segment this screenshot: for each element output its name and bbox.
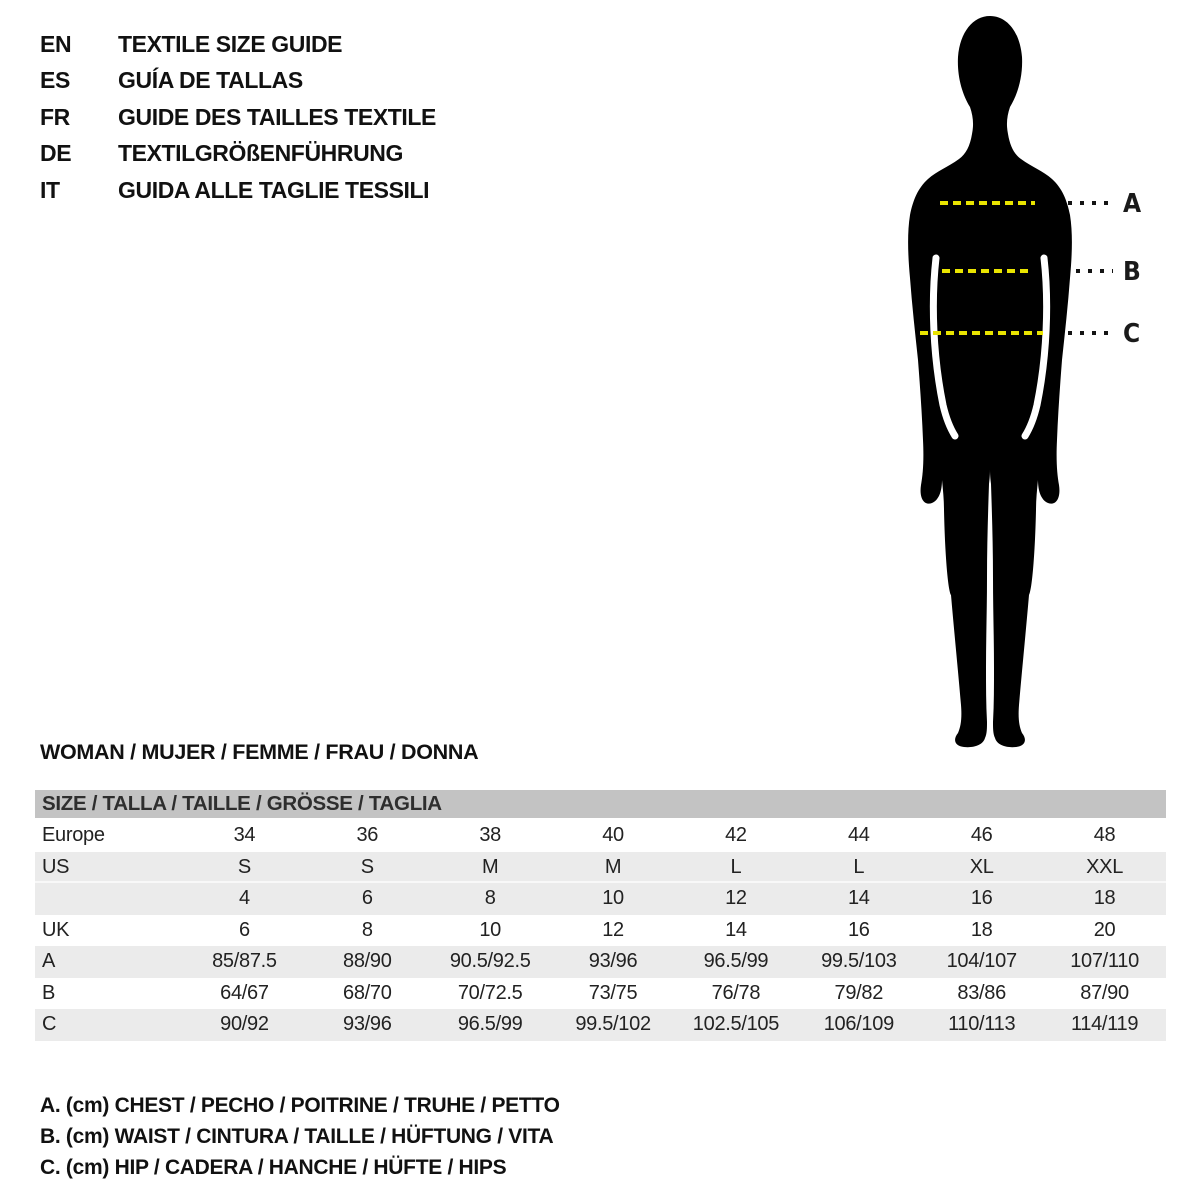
table-row (35, 883, 1166, 915)
table-row (35, 852, 1166, 884)
table-cell: 83/86 (957, 981, 1006, 1004)
table-cell: 12 (725, 887, 747, 910)
language-code: ES (40, 67, 70, 94)
language-row (40, 172, 436, 209)
table-row (35, 1009, 1166, 1041)
table-cell: 107/110 (1070, 950, 1139, 973)
table-cell: 36 (356, 824, 379, 847)
section-title: WOMAN / MUJER / FEMME / FRAU / DONNA (40, 740, 479, 764)
table-cell: M (604, 855, 622, 878)
language-title: TEXTILGRÖßENFÜHRUNG (118, 140, 403, 167)
table-row-label: UK (42, 918, 70, 941)
table-cell: 8 (361, 918, 373, 941)
table-cell: 16 (970, 887, 993, 910)
table-cell: 99.5/102 (575, 1013, 651, 1036)
table-row-label: A (42, 950, 56, 973)
table-row-label: US (42, 855, 70, 878)
table-cell: S (237, 855, 251, 878)
table-cell: 68/70 (343, 981, 392, 1004)
table-cell: 20 (1093, 918, 1116, 941)
language-code: IT (40, 176, 60, 203)
table-cell: 48 (1093, 824, 1116, 847)
table-row (35, 946, 1166, 978)
table-cell: 93/96 (588, 950, 638, 973)
table-cell: 6 (361, 887, 373, 910)
table-cell: 88/90 (343, 950, 392, 973)
table-cell: 10 (479, 918, 502, 941)
table-cell: 104/107 (946, 950, 1017, 973)
table-cell: 93/96 (343, 1013, 392, 1036)
table-cell: 64/67 (220, 981, 269, 1004)
table-row-label: C (42, 1013, 57, 1036)
table-rows (35, 820, 1166, 1041)
measure-label-c: C (1123, 319, 1141, 349)
table-cell: 70/72.5 (457, 981, 523, 1004)
table-cell: 14 (847, 887, 870, 910)
table-cell: 46 (970, 824, 993, 847)
table-cell: 106/109 (823, 1013, 894, 1036)
language-code: FR (40, 103, 70, 130)
table-cell: 85/87.5 (212, 950, 277, 973)
table-cell: 4 (239, 887, 250, 910)
table-cell: 79/82 (834, 981, 884, 1004)
size-figure (890, 10, 1160, 750)
table-cell: S (360, 855, 374, 878)
size-table (35, 790, 1166, 1041)
table-row (35, 820, 1166, 852)
table-cell: L (853, 855, 865, 878)
table-cell: 102.5/105 (692, 1013, 780, 1036)
language-row (40, 136, 436, 173)
measure-label-a: A (1123, 189, 1142, 219)
table-cell: 110/113 (948, 1013, 1016, 1036)
table-cell: XXL (1086, 855, 1124, 878)
table-header: SIZE / TALLA / TAILLE / GRÖSSE / TAGLIA (35, 790, 1166, 818)
table-row-label: Europe (42, 824, 105, 847)
table-cell: 8 (484, 887, 496, 910)
legend-line: C. (cm) HIP / CADERA / HANCHE / HÜFTE / HIPS (40, 1155, 507, 1179)
table-cell: 44 (847, 824, 870, 847)
language-row (40, 63, 436, 100)
table-cell: 38 (479, 824, 502, 847)
table-cell: 87/90 (1080, 981, 1129, 1004)
table-cell: 10 (602, 887, 624, 910)
table-cell: 73/75 (588, 981, 638, 1004)
woman-silhouette (908, 16, 1072, 747)
language-title: TEXTILE SIZE GUIDE (118, 30, 343, 57)
language-title: GUIDE DES TAILLES TEXTILE (118, 103, 436, 130)
woman-silhouette-svg (890, 10, 1160, 750)
table-cell: 96.5/99 (703, 950, 769, 973)
language-row (40, 26, 436, 63)
table-cell: L (730, 855, 742, 878)
table-cell: 34 (233, 824, 256, 847)
table-cell: XL (969, 855, 994, 878)
table-cell: 96.5/99 (457, 1013, 523, 1036)
table-cell: 90/92 (220, 1013, 269, 1036)
language-title-list (40, 26, 436, 209)
table-row-label: B (42, 981, 56, 1004)
table-cell: M (482, 855, 499, 878)
table-row (35, 978, 1166, 1010)
table-cell: 6 (239, 918, 250, 941)
table-cell: 40 (602, 824, 624, 847)
table-cell: 99.5/103 (821, 950, 897, 973)
measure-label-b: B (1123, 257, 1141, 287)
table-cell: 18 (970, 918, 993, 941)
table-cell: 90.5/92.5 (449, 950, 531, 973)
table-cell: 16 (847, 918, 870, 941)
table-cell: 14 (725, 918, 747, 941)
table-cell: 18 (1093, 887, 1116, 910)
legend-line: B. (cm) WAIST / CINTURA / TAILLE / HÜFTUNG / VITA (40, 1124, 554, 1148)
table-cell: 42 (725, 824, 747, 847)
language-code: DE (40, 140, 72, 167)
table-cell: 12 (602, 918, 624, 941)
table-cell: 76/78 (711, 981, 761, 1004)
table-row (35, 915, 1166, 947)
table-cell: 114/119 (1070, 1013, 1139, 1036)
language-code: EN (40, 30, 72, 57)
measurement-legend (40, 1090, 560, 1183)
language-title: GUIDA ALLE TAGLIE TESSILI (118, 176, 430, 203)
language-row (40, 99, 436, 136)
language-title: GUÍA DE TALLAS (118, 67, 303, 94)
legend-line: A. (cm) CHEST / PECHO / POITRINE / TRUHE / PETTO (40, 1093, 560, 1117)
